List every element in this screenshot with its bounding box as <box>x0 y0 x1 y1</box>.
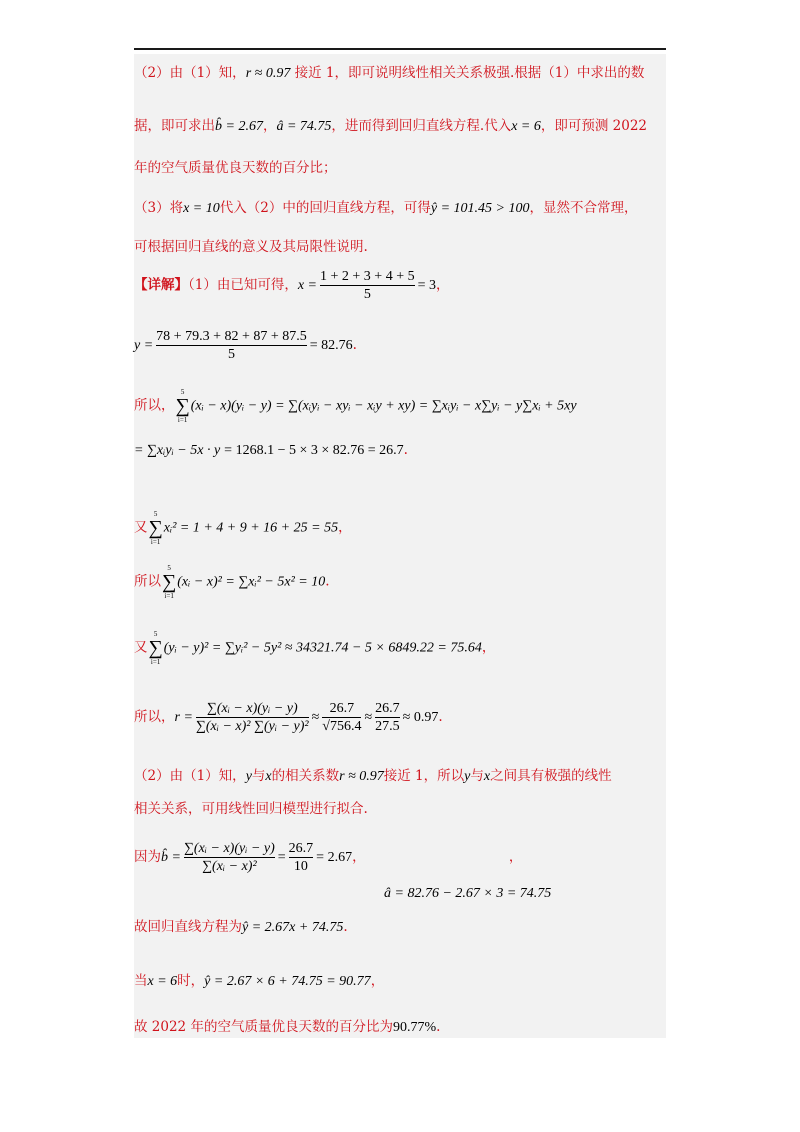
sum-symbol: 5 ∑ i=1 <box>148 510 163 546</box>
detail-tag: 【详解】 <box>134 277 188 293</box>
fraction-r-value-2: $\frac{26.7}{27.5}$ <box>375 701 400 734</box>
detail-line-mean-y: y = $\frac{78 + 79.3 + 82 + 87 + 87.5}{5}$ = 82.76. <box>134 329 357 362</box>
detail-line-part2-b: 相关关系，可用线性回归模型进行拟合. <box>134 801 368 817</box>
fraction-mean-x: $\frac{1 + 2 + 3 + 4 + 5}{5}$ <box>320 269 415 302</box>
sum-symbol: 5 ∑ i=1 <box>162 564 177 600</box>
fraction-bhat-value: $\frac{26.7}{10}$ <box>288 841 314 874</box>
detail-line-ahat: â = 82.76 − 2.67 × 3 = 74.75 <box>384 886 552 901</box>
detail-line-r: 所以，r = $\frac{\text{∑(xᵢ − x)(yᵢ − y)}}{\text{∑(xᵢ − x)² ∑(yᵢ − y)²}}$ ≈ $\frac{26.7}{√756.4}$ ≈ $\frac{26.7}{27.5}$ ≈ 0.97. <box>134 701 443 734</box>
fraction-mean-y: $\frac{78 + 79.3 + 82 + 87 + 87.5}{5}$ <box>156 329 307 362</box>
detail-line-mean-x: 【详解】（1）由已知可得，x = $\frac{1 + 2 + 3 + 4 + 5}{5}$ = 3， <box>134 269 450 302</box>
detail-line-conclusion: 故 2022 年的空气质量优良天数的百分比为90.77%. <box>134 1019 441 1035</box>
detail-line-equation: 故回归直线方程为ŷ = 2.67x + 74.75. <box>134 919 348 935</box>
fraction-bhat: $\frac{\text{∑(xᵢ − x)(yᵢ − y)}}{\text{∑(xᵢ − x)²}}$ <box>183 841 275 874</box>
analysis-line-2: 据，即可求出b̂ = 2.67，â = 74.75，进而得到回归直线方程.代入x = 6，即可预测 2022 <box>134 118 648 134</box>
fraction-r: $\frac{\text{∑(xᵢ − x)(yᵢ − y)}}{\text{∑(xᵢ − x)² ∑(yᵢ − y)²}}$ <box>195 701 309 734</box>
detail-line-sum-x2: 又 5 ∑ i=1 xᵢ² = 1 + 4 + 9 + 16 + 25 = 55， <box>134 510 352 546</box>
analysis-line-3: 年的空气质量优良天数的百分比； <box>134 160 337 176</box>
detail-line-sxy: 所以， 5 ∑ i=1 (xᵢ − x)(yᵢ − y) = ∑(xᵢyᵢ − xyᵢ − xᵢy + xy) = ∑xᵢyᵢ − x∑yᵢ − y∑xᵢ + 5xy <box>134 388 577 424</box>
detail-line-sxy-value: = ∑xᵢyᵢ − 5x · y = 1268.1 − 5 × 3 × 82.76 = 26.7. <box>134 442 408 458</box>
detail-line-bhat: 因为b̂ = $\frac{\text{∑(xᵢ − x)(yᵢ − y)}}{\text{∑(xᵢ − x)²}}$ = $\frac{26.7}{10}$ = 2.67， ， <box>134 841 523 874</box>
analysis-line-5: 可根据回归直线的意义及其局限性说明. <box>134 239 368 255</box>
header-rule <box>134 48 666 50</box>
sum-symbol: 5 ∑ i=1 <box>175 388 190 424</box>
analysis-line-1: （2）由（1）知，r ≈ 0.97 接近 1，即可说明线性相关关系极强.根据（1）中求出的数 <box>134 65 645 81</box>
detail-line-predict: 当x = 6时，ŷ = 2.67 × 6 + 74.75 = 90.77， <box>134 973 385 989</box>
detail-line-part2: （2）由（1）知，y与x的相关系数r ≈ 0.97接近 1，所以y与x之间具有极强的线性 <box>134 768 612 784</box>
detail-line-sxx: 所以 5 ∑ i=1 (xᵢ − x)² = ∑xᵢ² − 5x² = 10. <box>134 564 330 600</box>
detail-line-syy: 又 5 ∑ i=1 (yᵢ − y)² = ∑yᵢ² − 5y² ≈ 34321.74 − 5 × 6849.22 = 75.64， <box>134 630 496 666</box>
fraction-r-value-1: $\frac{26.7}{√756.4}$ <box>322 701 362 734</box>
analysis-line-4: （3）将x = 10代入（2）中的回归直线方程，可得ŷ = 101.45 > 100，显然不合常理， <box>134 200 638 216</box>
sum-symbol: 5 ∑ i=1 <box>148 630 163 666</box>
